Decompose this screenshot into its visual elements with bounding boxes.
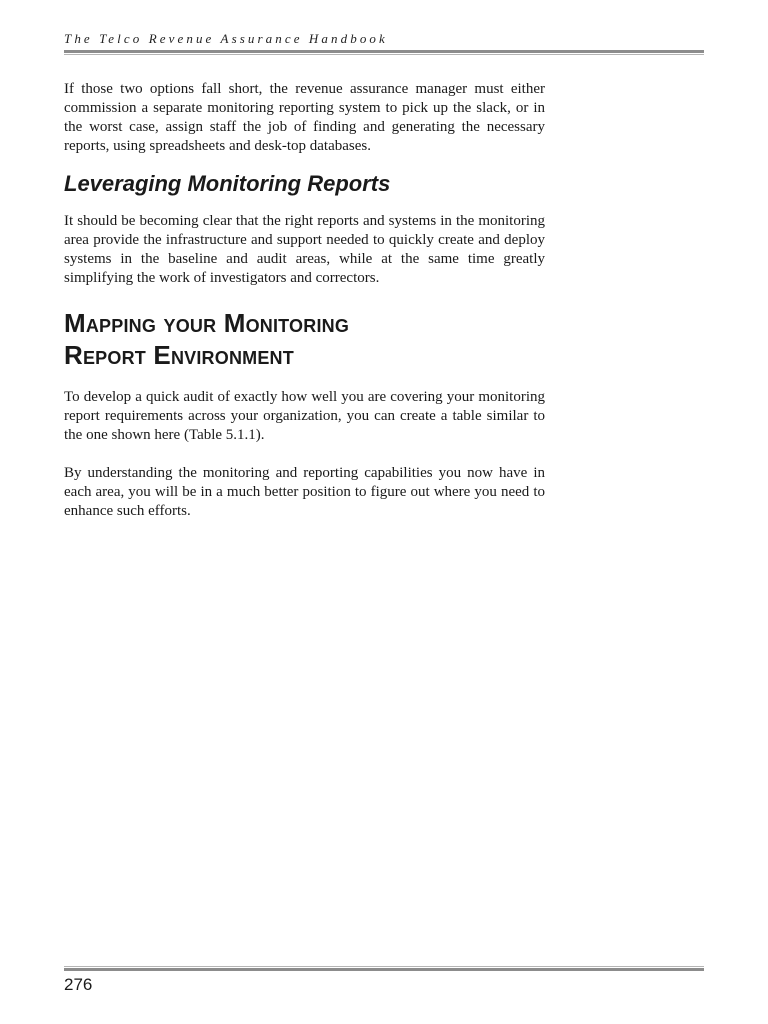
page-number: 276	[64, 975, 93, 994]
paragraph-intro: If those two options fall short, the revenue assurance manager must either commission a separate monitoring reporting system to pick up the slack, or in the worst case, assign staff the job of finding and generating the necessary reports, using spreadsheets and desk-top databases.	[64, 81, 545, 154]
section-title-line-2: Report Environment	[64, 340, 294, 370]
paragraph-leverage: It should be becoming clear that the right reports and systems in the monitoring area provide the infrastructure and support needed to quickly create and deploy systems in the baseline and audit areas, while at the same time greatly simplifying the work of investigators and correctors.	[64, 213, 545, 286]
paragraph-understanding: By understanding the monitoring and reporting capabilities you now have in each area, you will be in a much better position to figure out where you need to enhance such efforts.	[64, 465, 545, 519]
running-header: The Telco Revenue Assurance Handbook	[64, 31, 388, 46]
page-body	[64, 80, 545, 521]
header-rule-thin	[64, 54, 704, 55]
section-title-line-1: Mapping your Monitoring	[64, 308, 350, 338]
header-rule	[64, 50, 704, 53]
paragraph-audit: To develop a quick audit of exactly how well you are covering your monitoring report requirements across your organization, you can create a table similar to the one shown here (Table 5.1.1).	[64, 389, 545, 443]
section-title	[64, 307, 545, 371]
footer-rule-thin	[64, 966, 704, 967]
footer-rule	[64, 968, 704, 971]
subheading-leveraging: Leveraging Monitoring Reports	[64, 171, 391, 196]
